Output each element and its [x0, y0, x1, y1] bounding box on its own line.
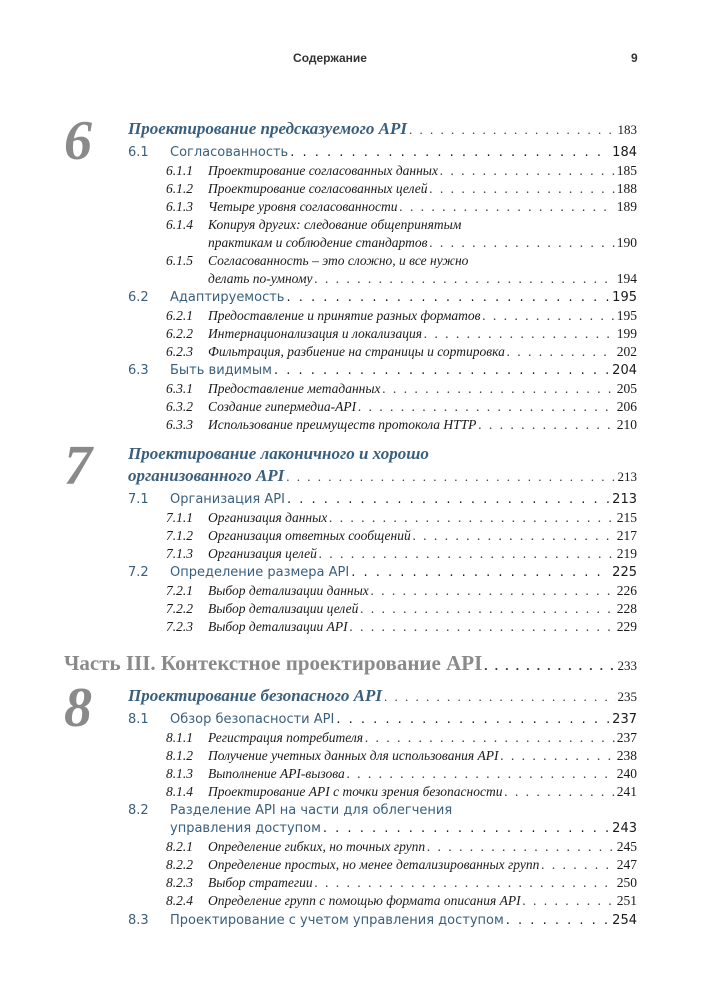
- subsection-title: Организация ответных сообщений: [208, 528, 411, 543]
- part-title: Часть III. Контекстное проектирование API: [64, 651, 483, 675]
- section-title: Быть видимым: [170, 363, 272, 378]
- subsection-title: Фильтрация, разбиение на страницы и сортировка: [208, 344, 505, 359]
- subsection-number: 8.1.4: [166, 784, 193, 799]
- subsection-page: 188: [616, 181, 637, 196]
- toc-entry-8-1[interactable]: [128, 711, 637, 729]
- subsection-page: 194: [616, 271, 637, 286]
- toc-entry-6-1[interactable]: [128, 144, 637, 162]
- leader-dots: [319, 545, 615, 563]
- toc-entry-6-2-3[interactable]: [166, 343, 637, 361]
- toc-entry-chapter-8[interactable]: [128, 686, 637, 707]
- section-number: 6.2: [128, 290, 149, 305]
- subsection-title-line1: Копируя других: следование общепринятым: [208, 217, 462, 232]
- section-page: 237: [612, 712, 637, 727]
- section-number: 6.3: [128, 363, 149, 378]
- toc-entry-7-1-1[interactable]: [166, 509, 637, 527]
- chapter-page: 213: [617, 469, 637, 484]
- toc-entry-6-2[interactable]: [128, 289, 637, 307]
- subsection-page: 206: [616, 399, 637, 414]
- toc-entry-chapter-6[interactable]: [128, 119, 637, 140]
- section-title-line2: управления доступом: [170, 821, 321, 836]
- toc-entry-8-2-line1[interactable]: [128, 802, 452, 820]
- chapter-title-line2: организованного API: [128, 466, 285, 485]
- leader-dots: [501, 747, 615, 765]
- page-number: 9: [631, 51, 638, 65]
- section-page: 204: [612, 363, 637, 378]
- section-title-line1: Разделение API на части для облегчения: [170, 803, 453, 818]
- subsection-title: Выбор детализации API: [208, 619, 348, 634]
- leader-dots: [523, 892, 615, 910]
- section-page: 254: [612, 913, 637, 928]
- subsection-number: 7.2.1: [166, 583, 193, 598]
- subsection-number: 8.2.2: [166, 857, 193, 872]
- section-page: 243: [612, 821, 637, 836]
- subsection-page: 247: [616, 857, 637, 872]
- leader-dots: [424, 325, 615, 343]
- subsection-page: 190: [616, 235, 637, 250]
- leader-dots: [287, 491, 610, 509]
- subsection-number: 6.1.5: [166, 253, 193, 268]
- chapter-number-7: 7: [64, 435, 92, 497]
- leader-dots: [323, 820, 610, 838]
- subsection-number: 6.1.4: [166, 217, 193, 232]
- subsection-title: Проектирование согласованных данных: [208, 163, 438, 178]
- subsection-number: 6.1.2: [166, 181, 193, 196]
- toc-entry-8-2-3[interactable]: [166, 874, 637, 892]
- leader-dots: [351, 564, 610, 582]
- toc-entry-7-1-3[interactable]: [166, 545, 637, 563]
- leader-dots: [358, 398, 615, 416]
- subsection-page: 229: [616, 619, 637, 634]
- subsection-title: Выбор стратегии: [208, 875, 313, 890]
- subsection-number: 6.1.3: [166, 199, 193, 214]
- subsection-number: 8.1.2: [166, 748, 193, 763]
- toc-entry-part-3[interactable]: [64, 651, 637, 678]
- leader-dots: [400, 198, 615, 216]
- subsection-number: 6.2.1: [166, 308, 193, 323]
- leader-dots: [484, 654, 615, 678]
- section-number: 7.2: [128, 565, 149, 580]
- leader-dots: [315, 874, 615, 892]
- section-page: 213: [612, 492, 637, 507]
- chapter-number-8: 8: [64, 677, 92, 739]
- subsection-title: Проектирование API с точки зрения безопасности: [208, 784, 503, 799]
- subsection-number: 6.2.2: [166, 326, 193, 341]
- leader-dots: [430, 180, 615, 198]
- subsection-number: 8.1.3: [166, 766, 193, 781]
- chapter-page: 235: [617, 689, 637, 704]
- subsection-number: 8.1.1: [166, 730, 193, 745]
- leader-dots: [286, 289, 610, 307]
- toc-entry-6-3-3[interactable]: [166, 416, 637, 434]
- subsection-title: Организация данных: [208, 510, 328, 525]
- subsection-title: Предоставление и принятие разных форматов: [208, 308, 481, 323]
- subsection-page: 185: [616, 163, 637, 178]
- subsection-number: 7.2.2: [166, 601, 193, 616]
- subsection-page: 250: [616, 875, 637, 890]
- chapter-title: Проектирование безопасного API: [128, 686, 383, 705]
- toc-entry-8-2-4[interactable]: [166, 892, 637, 910]
- section-page: 195: [612, 290, 637, 305]
- subsection-page: 199: [616, 326, 637, 341]
- toc-entry-8-3[interactable]: [128, 912, 637, 930]
- subsection-title: Выполнение API-вызова: [208, 766, 345, 781]
- subsection-page: 210: [616, 417, 637, 432]
- subsection-title-line1: Согласованность – это сложно, и все нужно: [208, 253, 469, 268]
- subsection-page: 202: [616, 344, 637, 359]
- leader-dots: [504, 783, 614, 801]
- leader-dots: [541, 856, 614, 874]
- subsection-page: 219: [616, 546, 637, 561]
- chapter-page: 183: [617, 122, 637, 137]
- subsection-number: 8.2.1: [166, 839, 193, 854]
- leader-dots: [329, 509, 615, 527]
- toc-entry-7-1-2[interactable]: [166, 527, 637, 545]
- subsection-title: Определение простых, но менее детализированных групп: [208, 857, 540, 872]
- section-title: Адаптируемость: [170, 290, 285, 305]
- subsection-title: Создание гипермедиа-API: [208, 399, 357, 414]
- toc-entry-6-2-2[interactable]: [166, 325, 637, 343]
- leader-dots: [274, 362, 610, 380]
- subsection-number: 6.2.3: [166, 344, 193, 359]
- section-number: 7.1: [128, 492, 149, 507]
- toc-entry-8-1-3[interactable]: [166, 765, 637, 783]
- toc-entry-8-1-1[interactable]: [166, 729, 637, 747]
- toc-entry-6-1-5-line1[interactable]: [166, 252, 468, 270]
- leader-dots: [409, 120, 616, 140]
- leader-dots: [350, 618, 615, 636]
- subsection-number: 8.2.4: [166, 893, 193, 908]
- subsection-title: Предоставление метаданных: [208, 381, 381, 396]
- section-number: 8.3: [128, 913, 149, 928]
- toc-entry-8-1-2[interactable]: [166, 747, 637, 765]
- subsection-page: 245: [616, 839, 637, 854]
- leader-dots: [382, 380, 614, 398]
- section-title: Проектирование с учетом управления доступом: [170, 913, 504, 928]
- subsection-page: 205: [616, 381, 637, 396]
- leader-dots: [440, 162, 615, 180]
- subsection-title: Регистрация потребителя: [208, 730, 364, 745]
- toc-entry-6-1-5-line2[interactable]: [208, 270, 637, 288]
- chapter-number-6: 6: [64, 110, 92, 172]
- toc-entry-6-3-2[interactable]: [166, 398, 637, 416]
- section-number: 8.1: [128, 712, 149, 727]
- leader-dots: [315, 270, 615, 288]
- toc-entry-6-3[interactable]: [128, 362, 637, 380]
- subsection-title: Интернационализация и локализация: [208, 326, 422, 341]
- toc-entry-7-2-1[interactable]: [166, 582, 637, 600]
- subsection-title: Определение гибких, но точных групп: [208, 839, 426, 854]
- subsection-page: 251: [616, 893, 637, 908]
- leader-dots: [336, 711, 610, 729]
- leader-dots: [427, 838, 615, 856]
- toc-entry-6-2-1[interactable]: [166, 307, 637, 325]
- subsection-number: 8.2.3: [166, 875, 193, 890]
- toc-entry-6-3-1[interactable]: [166, 380, 637, 398]
- section-number: 8.2: [128, 803, 149, 818]
- section-number: 6.1: [128, 145, 149, 160]
- subsection-number: 6.1.1: [166, 163, 193, 178]
- section-page: 184: [612, 145, 637, 160]
- section-title: Организация API: [170, 492, 285, 507]
- leader-dots: [384, 687, 615, 707]
- subsection-title: Выбор детализации данных: [208, 583, 369, 598]
- subsection-number: 7.1.1: [166, 510, 193, 525]
- subsection-title: Использование преимуществ протокола HTTP: [208, 417, 477, 432]
- subsection-number: 7.1.3: [166, 546, 193, 561]
- subsection-page: 217: [616, 528, 637, 543]
- section-title: Обзор безопасности API: [170, 712, 335, 727]
- subsection-title: Организация целей: [208, 546, 317, 561]
- toc-entry-6-1-2[interactable]: [166, 180, 637, 198]
- subsection-number: 6.3.3: [166, 417, 193, 432]
- leader-dots: [360, 600, 614, 618]
- subsection-number: 6.3.1: [166, 381, 193, 396]
- toc-entry-7-1[interactable]: [128, 491, 637, 509]
- leader-dots: [507, 343, 615, 361]
- subsection-page: 226: [616, 583, 637, 598]
- toc-entry-6-1-4-line1[interactable]: [166, 216, 461, 234]
- subsection-title: Четыре уровня согласованности: [208, 199, 398, 214]
- subsection-number: 7.2.3: [166, 619, 193, 634]
- subsection-page: 241: [616, 784, 637, 799]
- leader-dots: [371, 582, 615, 600]
- leader-dots: [429, 234, 614, 252]
- toc-entry-6-1-3[interactable]: [166, 198, 637, 216]
- subsection-page: 228: [616, 601, 637, 616]
- subsection-number: 6.3.2: [166, 399, 193, 414]
- toc-entry-8-2-2[interactable]: [166, 856, 637, 874]
- section-page: 225: [612, 565, 637, 580]
- toc-entry-chapter-7[interactable]: [128, 466, 637, 487]
- subsection-number: 7.1.2: [166, 528, 193, 543]
- subsection-title: Определение групп с помощью формата описания API: [208, 893, 521, 908]
- section-title: Определение размера API: [170, 565, 350, 580]
- subsection-page: 238: [616, 748, 637, 763]
- subsection-page: 240: [616, 766, 637, 781]
- toc-entry-6-1-4-line2[interactable]: [208, 234, 637, 252]
- leader-dots: [413, 527, 615, 545]
- subsection-title-line2: делать по-умному: [208, 271, 313, 286]
- leader-dots: [290, 144, 610, 162]
- subsection-page: 189: [616, 199, 637, 214]
- toc-entry-7-2[interactable]: [128, 564, 637, 582]
- leader-dots: [365, 729, 615, 747]
- toc-entry-8-1-4[interactable]: [166, 783, 637, 801]
- running-header-title: Содержание: [293, 51, 367, 65]
- part-page: 233: [617, 658, 637, 673]
- chapter-title: Проектирование предсказуемого API: [128, 119, 407, 138]
- leader-dots: [506, 912, 610, 930]
- subsection-page: 215: [616, 510, 637, 525]
- toc-entry-6-1-1[interactable]: [166, 162, 637, 180]
- toc-entry-8-2-line2[interactable]: [170, 820, 637, 838]
- subsection-page: 237: [616, 730, 637, 745]
- toc-entry-7-2-2[interactable]: [166, 600, 637, 618]
- chapter-title-line1[interactable]: Проектирование лаконичного и хорошо: [128, 444, 429, 463]
- toc-entry-8-2-1[interactable]: [166, 838, 637, 856]
- section-title: Согласованность: [170, 145, 289, 160]
- leader-dots: [347, 765, 615, 783]
- subsection-title: Проектирование согласованных целей: [208, 181, 428, 196]
- subsection-page: 195: [616, 308, 637, 323]
- leader-dots: [286, 467, 615, 487]
- leader-dots: [482, 307, 614, 325]
- subsection-title: Выбор детализации целей: [208, 601, 359, 616]
- leader-dots: [478, 416, 614, 434]
- subsection-title-line2: практикам и соблюдение стандартов: [208, 235, 428, 250]
- subsection-title: Получение учетных данных для использования API: [208, 748, 499, 763]
- toc-entry-7-2-3[interactable]: [166, 618, 637, 636]
